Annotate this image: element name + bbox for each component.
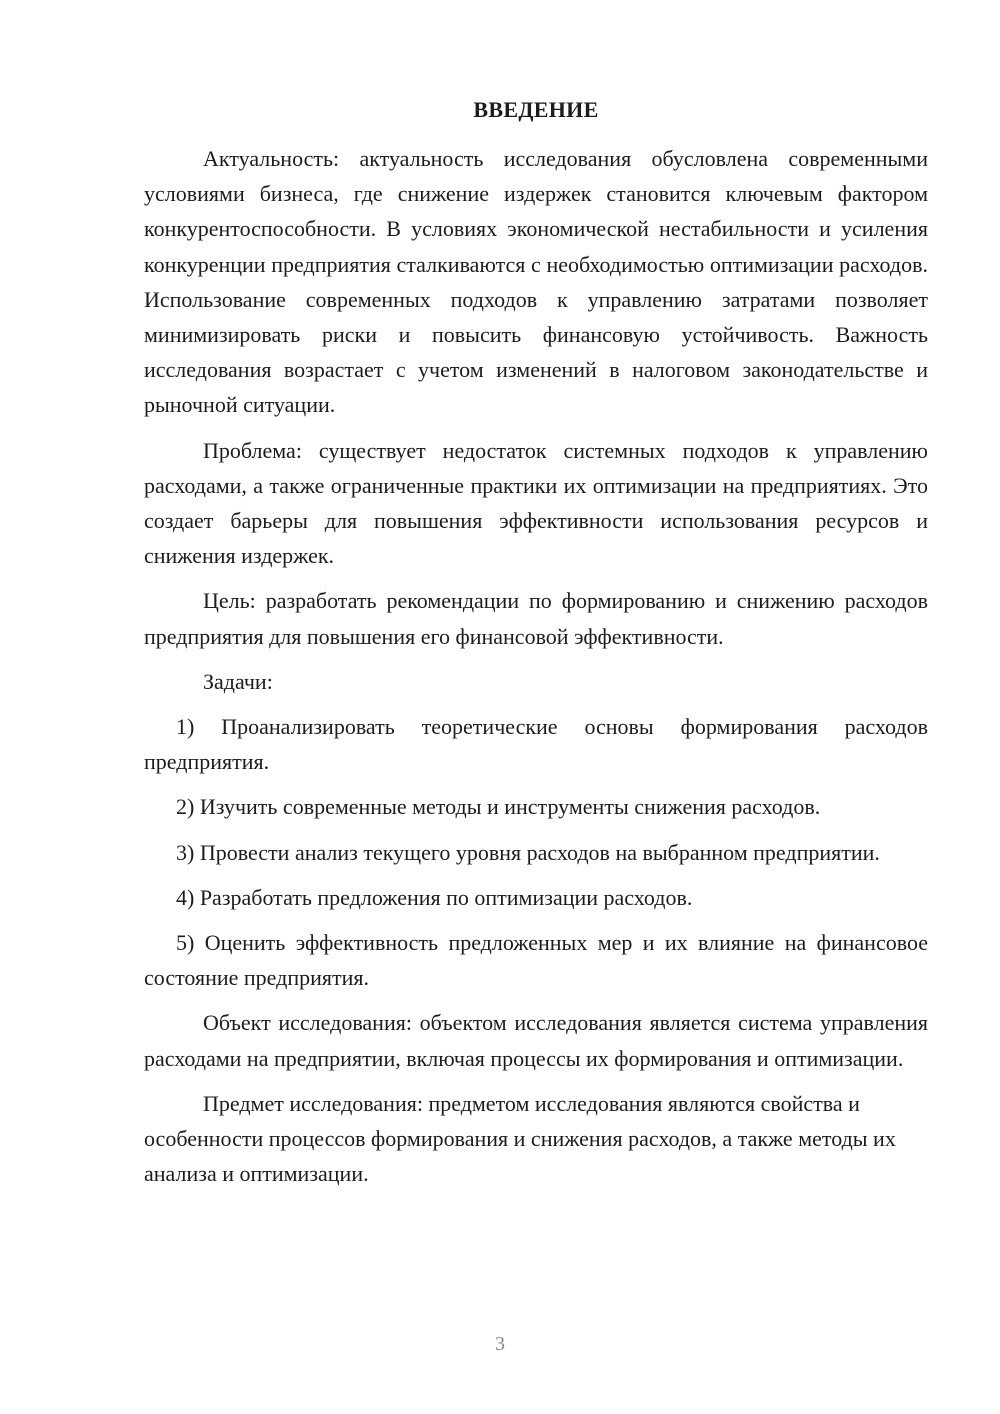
task-item: 2) Изучить современные методы и инструменты снижения расходов. xyxy=(176,794,821,820)
task-item: 1) Проанализировать теоретические основы формирования расходов предприятия. xyxy=(144,714,928,775)
document-page xyxy=(144,95,928,1201)
paragraph-subject: Предмет исследования: предметом исследования являются свойства и особенности процессов формирования и снижения расходов, а также методы их анализа и оптимизации. xyxy=(144,1090,896,1187)
section-heading: ВВЕДЕНИЕ xyxy=(473,97,599,122)
page-number: 3 xyxy=(495,1333,505,1355)
task-item: 4) Разработать предложения по оптимизации расходов. xyxy=(176,884,693,910)
paragraph-tasks-label: Задачи: xyxy=(203,668,273,694)
task-item: 5) Оценить эффективность предложенных мер и их влияние на финансовое состояние предприятия. xyxy=(144,930,928,991)
paragraph-goal: Цель: разработать рекомендации по формированию и снижению расходов предприятия для повышения его финансовой эффективности. xyxy=(144,588,928,649)
task-item: 3) Провести анализ текущего уровня расходов на выбранном предприятии. xyxy=(176,839,880,865)
paragraph-problem: Проблема: существует недостаток системных подходов к управлению расходами, а также ограниченные практики их оптимизации на предприятиях. Это создает барьеры для повышения эффективности использования ресурсов и снижения издержек. xyxy=(144,437,928,569)
paragraph-relevance: Актуальность: актуальность исследования обусловлена современными условиями бизнеса, где снижение издержек становится ключевым фактором конкурентоспособности. В условиях экономической нестабильности и усиления конкуренции предприятия сталкиваются с необходимостью оптимизации расходов. Использование современных подходов к управлению затратами позволяет минимизировать риски и повысить финансовую устойчивость. Важность исследования возрастает с учетом изменений в налоговом законодательстве и рыночной ситуации. xyxy=(144,146,928,418)
paragraph-object: Объект исследования: объектом исследования является система управления расходами на предприятии, включая процессы их формирования и оптимизации. xyxy=(144,1010,928,1071)
